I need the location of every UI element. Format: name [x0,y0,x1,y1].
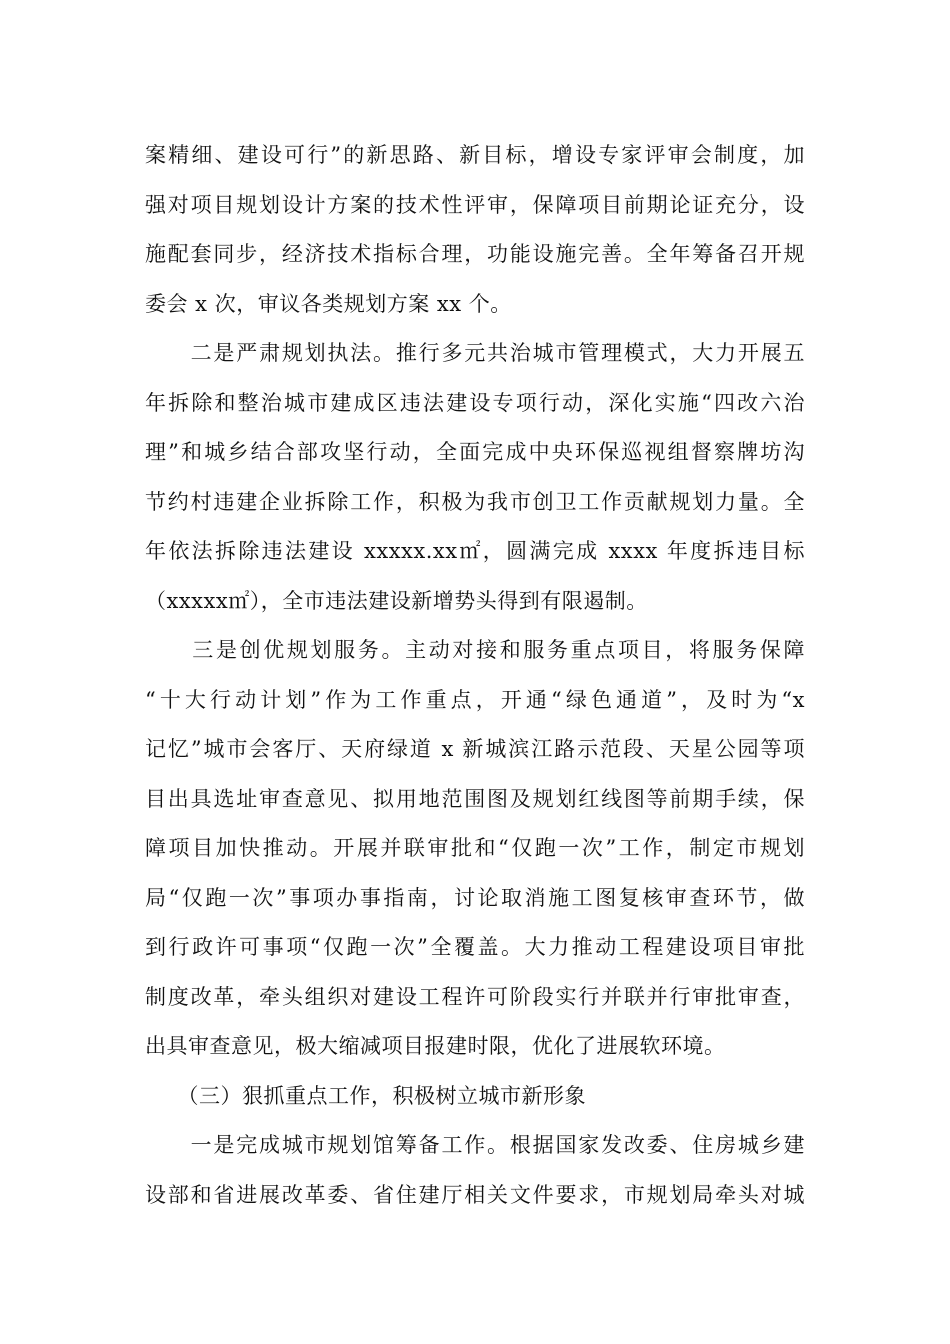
text-line: 二是严肃规划执法。推行多元共治城市管理模式，大力开展五 [145,341,805,365]
section-heading: （三）狠抓重点工作，积极树立城市新形象 [145,1083,586,1108]
text-line: 局“仅跑一次”事项办事指南，讨论取消施工图复核审查环节，做 [145,885,805,910]
text-line: 强对项目规划设计方案的技术性评审，保障项目前期论证充分，设 [145,192,805,217]
text-line: 制度改革，牵头组织对建设工程许可阶段实行并联并行审批审查， [145,984,805,1009]
text-line: 一是完成城市规划馆筹备工作。根据国家发改委、住房城乡建 [145,1133,805,1157]
text-line: 施配套同步，经济技术指标合理，功能设施完善。全年筹备召开规 [145,242,805,266]
text-line: 设部和省进展改革委、省住建厅相关文件要求，市规划局牵头对城 [145,1182,805,1207]
text-line: 目出具选址审查意见、拟用地范围图及规划红线图等前期手续，保 [145,786,805,811]
text-line: 节约村违建企业拆除工作，积极为我市创卫工作贡献规划力量。全 [145,489,805,514]
text-line: 到行政许可事项“仅跑一次”全覆盖。大力推动工程建设项目审批 [145,935,805,959]
text-line: 案精细、建设可行”的新思路、新目标，增设专家评审会制度，加 [145,143,805,167]
text-line: 三是创优规划服务。主动对接和服务重点项目，将服务保障 [145,638,805,662]
text-line: 委会 x 次，审议各类规划方案 xx 个。 [145,291,512,316]
text-line: 年依法拆除违法建设 xxxxx.xx㎡，圆满完成 xxxx 年度拆违目标 [145,539,805,563]
text-line: 记忆”城市会客厅、天府绿道 x 新城滨江路示范段、天星公园等项 [145,737,805,761]
text-line: 年拆除和整治城市建成区违法建设专项行动，深化实施“四改六治 [145,390,805,415]
text-line: （xxxxx㎡），全市违法建设新增势头得到有限遏制。 [145,588,648,613]
text-line: 障项目加快推动。开展并联审批和“仅跑一次”工作，制定市规划 [145,836,805,860]
text-line: 出具审查意见，极大缩减项目报建时限，优化了进展软环境。 [145,1034,726,1058]
document-body [145,131,805,1220]
text-line: 理”和城乡结合部攻坚行动，全面完成中央环保巡视组督察牌坊沟 [145,440,805,464]
text-line: “十大行动计划”作为工作重点，开通“绿色通道”，及时为“x [145,687,805,712]
